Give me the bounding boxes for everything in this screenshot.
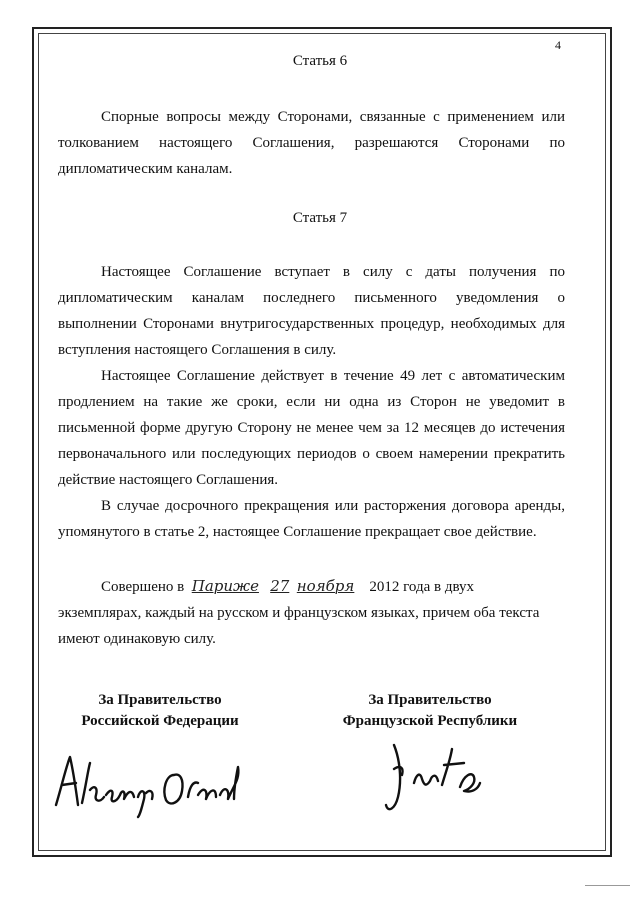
closing-date-rest: 2012 года в двух xyxy=(369,579,475,595)
closing-day-handwritten: 27 xyxy=(270,577,290,595)
handwritten-signature-right xyxy=(380,735,490,820)
closing-place-handwritten: Париже xyxy=(191,577,259,595)
article-6-heading: Статья 6 xyxy=(292,53,348,69)
article-7-paragraph-1: Настоящее Соглашение вступает в силу с даты получения по дипломатическим каналам последнего письменного уведомления о выполнении Сторонами внутригосударственных процедур, необходимых для вступления настоящего Соглашения в силу. xyxy=(58,264,565,358)
closing-prefix: Совершено в xyxy=(101,579,185,595)
footer-mark xyxy=(585,885,630,886)
signature-block-left xyxy=(60,690,260,732)
article-7-paragraph-3: В случае досрочного прекращения или расторжения договора аренды, упомянутого в статье 2, настоящее Соглашение прекращает свое действие. xyxy=(58,498,565,540)
article-7-heading: Статья 7 xyxy=(292,210,348,226)
closing-line-3: имеют одинаковую силу. xyxy=(58,631,216,647)
closing-paragraph xyxy=(58,573,565,652)
closing-month-handwritten: ноября xyxy=(296,577,355,595)
article-6-paragraph: Спорные вопросы между Сторонами, связанные с применением или толкованием настоящего Соглашения, разрешаются Сторонами по дипломатическим каналам. xyxy=(58,109,565,177)
signature-left-line-1: За Правительство xyxy=(98,692,222,708)
article-7-paragraph-2: Настоящее Соглашение действует в течение 49 лет с автоматическим продлением на такие же сроки, если ни одна из Сторон не уведомит в письменной форме другую Сторону не менее чем за 12 месяцев до истечения первоначального или последующих периодов о своем намерении прекратить действие настоящего Соглашения. xyxy=(58,368,565,488)
signature-left-line-2: Российской Федерации xyxy=(81,713,239,729)
closing-line-2: экземплярах, каждый на русском и французском языках, причем оба текста xyxy=(58,605,540,621)
handwritten-signature-left xyxy=(48,745,248,820)
signature-right-line-2: Французской Республики xyxy=(342,713,518,729)
signature-right-line-1: За Правительство xyxy=(368,692,492,708)
signature-block-right xyxy=(310,690,550,732)
page-number: 4 xyxy=(555,38,561,52)
